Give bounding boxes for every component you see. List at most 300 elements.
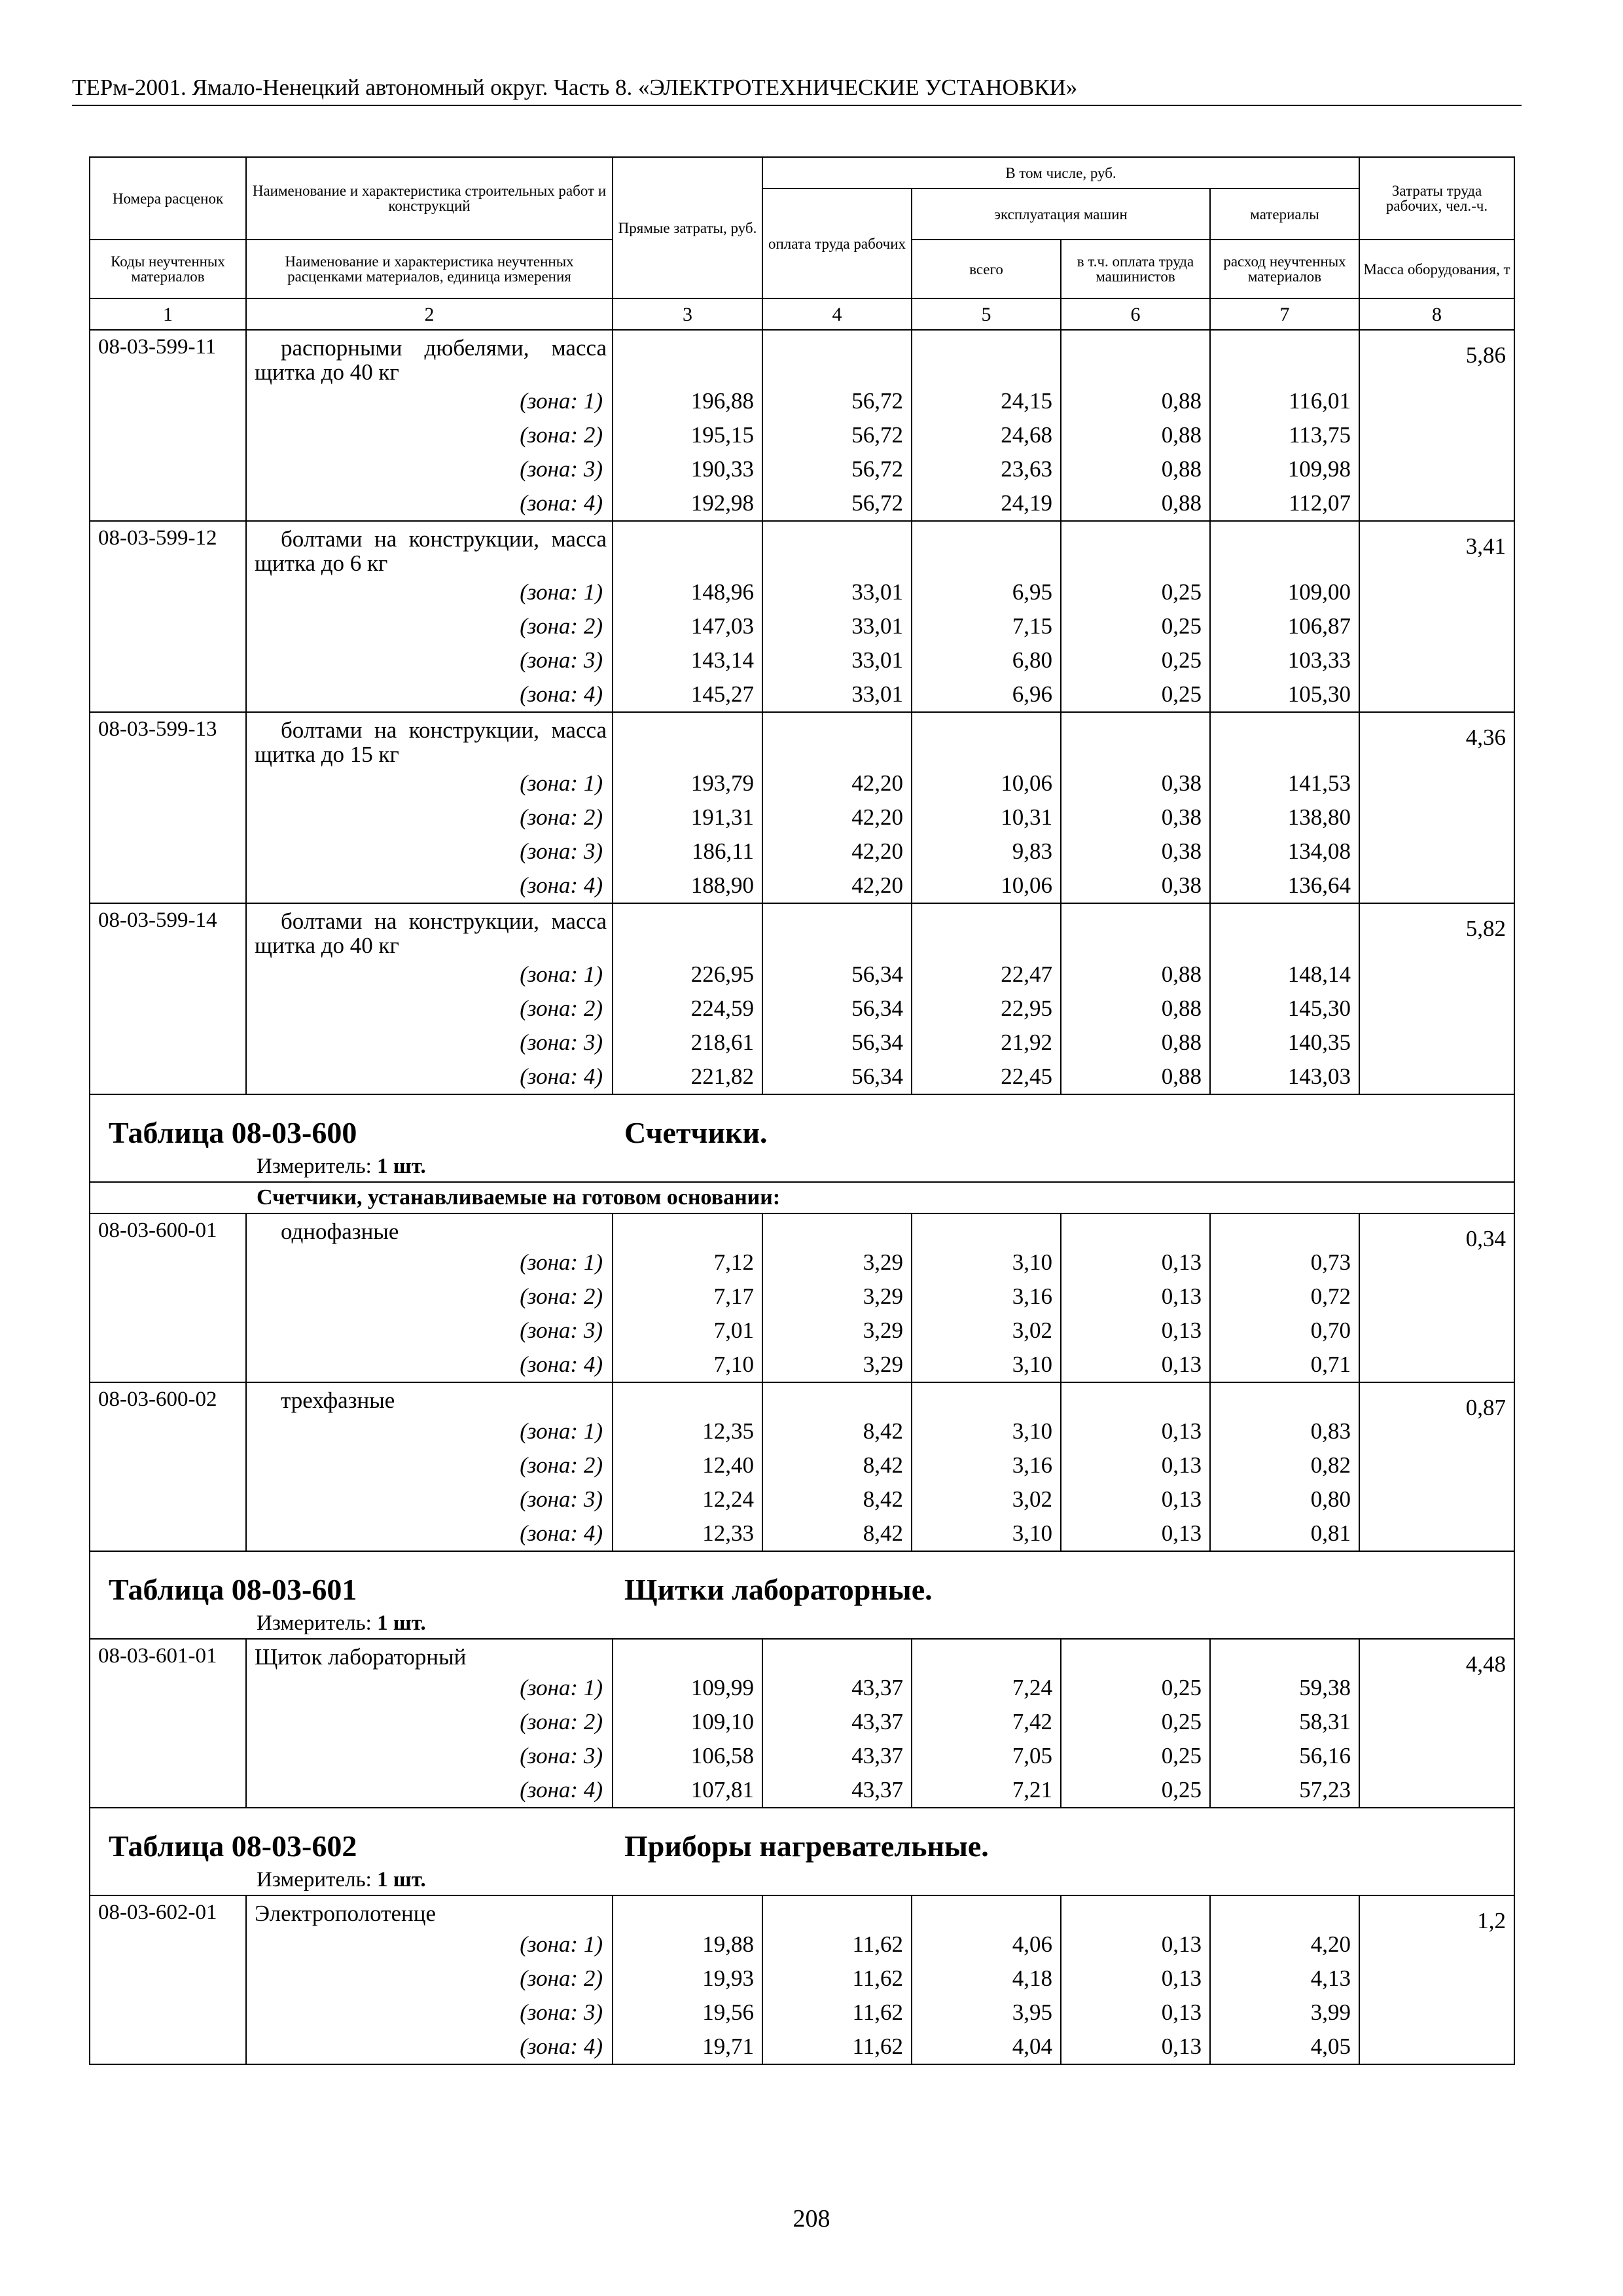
zone-label: (зона: 4) [520,681,603,707]
operator-pay: 0,25 [1161,1709,1202,1734]
table-row [90,521,1514,712]
labor-pay-cell [762,330,912,521]
operator-pay: 0,13 [1161,2034,1202,2059]
zone-label: (зона: 2) [520,1709,603,1734]
material-costs-cell [1210,1639,1359,1808]
labor-pay-cell [762,903,912,1094]
labor-pay: 43,37 [851,1777,903,1803]
zone-label: (зона: 1) [520,961,603,987]
col-material-codes: Коды неучтенных материалов [90,240,246,298]
col-direct-costs: Прямые затраты, руб. [613,157,762,298]
col-number: 2 [246,298,613,330]
measure-unit [90,1153,1514,1181]
direct-costs-cell [613,1639,762,1808]
material-costs: 112,07 [1289,490,1351,516]
direct-costs: 148,96 [690,579,754,605]
direct-costs: 145,27 [690,681,754,707]
table-row [90,330,1514,521]
machine-costs: 6,80 [1012,647,1052,673]
material-costs: 0,81 [1310,1520,1351,1546]
rate-code: 08-03-600-01 [90,1213,246,1382]
machine-costs-cell [912,521,1061,712]
operator-pay: 0,38 [1161,770,1202,796]
direct-costs: 12,40 [702,1452,754,1478]
col-number: 4 [762,298,912,330]
rate-code: 08-03-599-14 [90,903,246,1094]
labor-pay: 42,20 [851,872,903,898]
material-costs-cell [1210,330,1359,521]
col-number: 8 [1359,298,1514,330]
zone-label: (зона: 4) [520,1352,603,1377]
labor-pay: 56,34 [851,1030,903,1055]
material-costs: 106,87 [1287,613,1351,639]
machine-costs: 7,05 [1012,1743,1052,1768]
labor-pay: 43,37 [851,1743,903,1768]
page-header: ТЕРм-2001. Ямало-Ненецкий автономный округ. Часть 8. «ЭЛЕКТРОТЕХНИЧЕСКИЕ УСТАНОВКИ» [72,73,1522,106]
col-number: 6 [1061,298,1210,330]
zone-label: (зона: 1) [520,579,603,605]
direct-costs: 186,11 [692,838,754,864]
operator-pay: 0,25 [1161,1675,1202,1700]
operator-pay: 0,13 [1161,2000,1202,2025]
labor-pay: 33,01 [851,613,903,639]
machine-costs: 7,24 [1012,1675,1052,1700]
labor-pay: 56,72 [851,456,903,482]
operator-pay-cell [1061,712,1210,903]
equipment-mass: 0,34 [1359,1213,1514,1382]
machine-costs: 10,06 [1001,872,1052,898]
machine-costs: 21,92 [1001,1030,1052,1055]
material-costs: 58,31 [1299,1709,1351,1734]
labor-pay: 11,62 [852,2034,903,2059]
material-costs: 145,30 [1287,996,1351,1021]
material-costs-cell [1210,1382,1359,1551]
machine-costs: 6,96 [1012,681,1052,707]
labor-pay: 56,34 [851,996,903,1021]
machine-costs: 7,21 [1012,1777,1052,1803]
zone-label: (зона: 4) [520,2034,603,2059]
machine-costs: 4,04 [1012,2034,1052,2059]
table-code: Таблица 08-03-601 [109,1573,357,1606]
table-code: Таблица 08-03-602 [109,1829,357,1863]
table-code: Таблица 08-03-600 [109,1116,357,1149]
material-costs: 4,05 [1310,2034,1351,2059]
machine-costs: 22,45 [1001,1064,1052,1089]
direct-costs: 12,24 [702,1486,754,1512]
table-name: Щитки лабораторные. [624,1573,933,1606]
zone-label: (зона: 2) [520,1965,603,1991]
zone-label: (зона: 2) [520,804,603,830]
material-costs-cell [1210,1895,1359,2064]
operator-pay-cell [1061,521,1210,712]
work-name: Электрополотенце [255,1901,437,1926]
operator-pay-cell [1061,1382,1210,1551]
zone-label: (зона: 3) [520,2000,603,2025]
col-including: В том числе, руб. [762,157,1359,188]
work-name: Щиток лабораторный [255,1644,467,1670]
table-row [90,903,1514,1094]
operator-pay: 0,13 [1161,1249,1202,1275]
labor-pay: 8,42 [863,1520,903,1546]
direct-costs: 19,71 [702,2034,754,2059]
work-description [246,1895,613,2064]
labor-pay: 8,42 [863,1486,903,1512]
machine-costs: 3,95 [1012,2000,1052,2025]
direct-costs: 221,82 [690,1064,754,1089]
machine-costs: 3,10 [1012,1418,1052,1444]
direct-costs: 218,61 [690,1030,754,1055]
labor-pay-cell [762,1639,912,1808]
material-costs: 109,98 [1287,456,1351,482]
work-description [246,903,613,1094]
material-costs: 0,83 [1310,1418,1351,1444]
equipment-mass: 5,86 [1359,330,1514,521]
direct-costs-cell [613,330,762,521]
equipment-mass: 4,48 [1359,1639,1514,1808]
rate-code: 08-03-599-12 [90,521,246,712]
zone-label: (зона: 2) [520,422,603,448]
labor-pay: 56,34 [851,961,903,987]
zone-label: (зона: 3) [520,1743,603,1768]
measure-unit [90,1866,1514,1895]
machine-costs: 3,16 [1012,1283,1052,1309]
table-row [90,1382,1514,1551]
zone-label: (зона: 3) [520,1318,603,1343]
direct-costs: 107,81 [690,1777,754,1803]
labor-pay-cell [762,521,912,712]
table-section-header [90,1551,1514,1639]
direct-costs: 19,88 [702,1931,754,1957]
labor-pay: 43,37 [851,1709,903,1734]
material-costs: 105,30 [1287,681,1351,707]
machine-costs: 10,06 [1001,770,1052,796]
labor-pay: 42,20 [851,838,903,864]
machine-costs: 4,06 [1012,1931,1052,1957]
equipment-mass: 5,82 [1359,903,1514,1094]
operator-pay: 0,13 [1161,1318,1202,1343]
operator-pay: 0,13 [1161,1452,1202,1478]
machine-costs: 3,10 [1012,1249,1052,1275]
measure-label: Измеритель: [257,1155,372,1178]
labor-pay: 3,29 [863,1352,903,1377]
zone-label: (зона: 3) [520,647,603,673]
direct-costs: 7,17 [713,1283,754,1309]
zone-label: (зона: 3) [520,838,603,864]
direct-costs: 12,35 [702,1418,754,1444]
machine-costs-cell [912,1895,1061,2064]
machine-costs-cell [912,1382,1061,1551]
machine-costs: 24,15 [1001,388,1052,414]
zone-label: (зона: 1) [520,388,603,414]
machine-costs: 22,95 [1001,996,1052,1021]
col-rate-number: Номера расценок [90,157,246,240]
labor-pay: 3,29 [863,1249,903,1275]
operator-pay: 0,88 [1161,422,1202,448]
work-name: болтами на конструкции, масса щитка до 40 кг [255,908,607,958]
labor-pay: 11,62 [852,2000,903,2025]
operator-pay: 0,88 [1161,1030,1202,1055]
zone-label: (зона: 4) [520,1520,603,1546]
zone-label: (зона: 2) [520,1283,603,1309]
table-caption [90,1094,1514,1182]
material-costs: 4,20 [1310,1931,1351,1957]
zone-label: (зона: 1) [520,1675,603,1700]
direct-costs: 196,88 [690,388,754,414]
direct-costs: 192,98 [690,490,754,516]
direct-costs: 188,90 [690,872,754,898]
machine-costs: 7,15 [1012,613,1052,639]
direct-costs: 190,33 [690,456,754,482]
machine-costs-cell [912,712,1061,903]
table-row [90,1895,1514,2064]
zone-label: (зона: 2) [520,613,603,639]
measure-label: Измеритель: [257,1868,372,1892]
direct-costs-cell [613,712,762,903]
labor-pay: 33,01 [851,647,903,673]
table-section-header [90,1808,1514,1895]
machine-costs: 9,83 [1012,838,1052,864]
direct-costs: 12,33 [702,1520,754,1546]
operator-pay: 0,13 [1161,1418,1202,1444]
material-costs: 0,72 [1310,1283,1351,1309]
operator-pay: 0,38 [1161,804,1202,830]
labor-pay: 3,29 [863,1283,903,1309]
machine-costs: 22,47 [1001,961,1052,987]
machine-costs-cell [912,330,1061,521]
zone-label: (зона: 1) [520,1931,603,1957]
machine-costs-cell [912,1639,1061,1808]
zone-label: (зона: 3) [520,1486,603,1512]
material-costs: 0,80 [1310,1486,1351,1512]
table-section-header [90,1094,1514,1182]
table-caption [90,1551,1514,1639]
table-title [90,1095,1514,1153]
work-description [246,1382,613,1551]
operator-pay: 0,88 [1161,996,1202,1021]
zone-label: (зона: 3) [520,456,603,482]
measure-value: 1 шт. [377,1611,426,1635]
material-costs: 140,35 [1287,1030,1351,1055]
machine-costs: 3,10 [1012,1352,1052,1377]
work-description [246,330,613,521]
direct-costs: 191,31 [690,804,754,830]
machine-costs: 3,16 [1012,1452,1052,1478]
material-costs: 116,01 [1289,388,1351,414]
labor-pay: 56,34 [851,1064,903,1089]
col-equipment-mass: Масса оборудования, т [1359,240,1514,298]
labor-pay: 33,01 [851,681,903,707]
measure-label: Измеритель: [257,1611,372,1635]
zone-label: (зона: 4) [520,1777,603,1803]
machine-costs-cell [912,1213,1061,1382]
material-costs: 0,71 [1310,1352,1351,1377]
direct-costs: 195,15 [690,422,754,448]
table-row [90,1213,1514,1382]
col-material-name: Наименование и характеристика неучтенных расценками материалов, единица измерения [246,240,613,298]
material-costs: 134,08 [1287,838,1351,864]
labor-pay: 8,42 [863,1418,903,1444]
material-costs: 4,13 [1310,1965,1351,1991]
operator-pay: 0,38 [1161,838,1202,864]
work-description [246,521,613,712]
col-number: 7 [1210,298,1359,330]
price-table [89,156,1515,2065]
direct-costs-cell [613,1213,762,1382]
table-name: Приборы нагревательные. [624,1829,989,1863]
zone-label: (зона: 2) [520,996,603,1021]
equipment-mass: 1,2 [1359,1895,1514,2064]
material-costs: 3,99 [1310,2000,1351,2025]
table-name: Счетчики. [624,1116,768,1149]
operator-pay-cell [1061,903,1210,1094]
operator-pay: 0,88 [1161,961,1202,987]
labor-pay: 11,62 [852,1965,903,1991]
labor-pay-cell [762,1895,912,2064]
direct-costs: 147,03 [690,613,754,639]
operator-pay-cell [1061,330,1210,521]
machine-costs: 6,95 [1012,579,1052,605]
material-costs-cell [1210,521,1359,712]
labor-pay: 3,29 [863,1318,903,1343]
direct-costs: 106,58 [690,1743,754,1768]
col-number: 5 [912,298,1061,330]
material-costs: 136,64 [1287,872,1351,898]
direct-costs: 7,10 [713,1352,754,1377]
page-number: 208 [793,2205,830,2233]
operator-pay: 0,13 [1161,1965,1202,1991]
material-costs-cell [1210,712,1359,903]
direct-costs: 7,01 [713,1318,754,1343]
operator-pay: 0,38 [1161,872,1202,898]
operator-pay-cell [1061,1895,1210,2064]
rate-code: 08-03-599-13 [90,712,246,903]
material-costs: 143,03 [1287,1064,1351,1089]
operator-pay: 0,13 [1161,1486,1202,1512]
material-costs: 0,73 [1310,1249,1351,1275]
work-name: распорными дюбелями, масса щитка до 40 кг [255,335,607,385]
machine-costs: 3,02 [1012,1318,1052,1343]
operator-pay: 0,25 [1161,1743,1202,1768]
labor-pay: 43,37 [851,1675,903,1700]
subheading-row [90,1182,1514,1213]
work-description [246,712,613,903]
operator-pay: 0,25 [1161,613,1202,639]
rate-code: 08-03-602-01 [90,1895,246,2064]
operator-pay: 0,13 [1161,1352,1202,1377]
labor-pay: 56,72 [851,388,903,414]
machine-costs: 3,02 [1012,1486,1052,1512]
zone-label: (зона: 3) [520,1030,603,1055]
direct-costs: 109,99 [690,1675,754,1700]
col-machines-operators: в т.ч. оплата труда машинистов [1061,240,1210,298]
direct-costs: 19,93 [702,1965,754,1991]
work-description [246,1639,613,1808]
subheading: Счетчики, устанавливаемые на готовом основании: [90,1182,1514,1213]
table-body [90,330,1514,2064]
equipment-mass: 3,41 [1359,521,1514,712]
labor-pay-cell [762,1382,912,1551]
material-costs: 56,16 [1299,1743,1351,1768]
zone-label: (зона: 1) [520,1249,603,1275]
work-name: болтами на конструкции, масса щитка до 6 кг [255,526,607,576]
material-costs: 0,82 [1310,1452,1351,1478]
direct-costs-cell [613,1895,762,2064]
direct-costs: 143,14 [690,647,754,673]
direct-costs-cell [613,1382,762,1551]
machine-costs: 23,63 [1001,456,1052,482]
material-costs: 57,23 [1299,1777,1351,1803]
table-caption [90,1808,1514,1895]
operator-pay: 0,25 [1161,579,1202,605]
machine-costs: 24,19 [1001,490,1052,516]
direct-costs: 193,79 [690,770,754,796]
labor-pay-cell [762,712,912,903]
col-work-name: Наименование и характеристика строительных работ и конструкций [246,157,613,240]
operator-pay: 0,13 [1161,1283,1202,1309]
table-title [90,1552,1514,1609]
machine-costs-cell [912,903,1061,1094]
operator-pay-cell [1061,1639,1210,1808]
measure-value: 1 шт. [377,1868,426,1892]
col-number: 1 [90,298,246,330]
direct-costs: 226,95 [690,961,754,987]
zone-label: (зона: 4) [520,490,603,516]
machine-costs: 10,31 [1001,804,1052,830]
col-machines: эксплуатация машин [912,188,1210,240]
machine-costs: 4,18 [1012,1965,1052,1991]
table-row [90,1639,1514,1808]
zone-label: (зона: 4) [520,872,603,898]
operator-pay: 0,25 [1161,647,1202,673]
work-name: однофазные [281,1219,399,1244]
labor-pay: 11,62 [852,1931,903,1957]
material-costs: 141,53 [1287,770,1351,796]
labor-pay-cell [762,1213,912,1382]
direct-costs-cell [613,903,762,1094]
direct-costs: 109,10 [690,1709,754,1734]
col-materials-unaccounted: расход неучтенных материалов [1210,240,1359,298]
operator-pay-cell [1061,1213,1210,1382]
col-labor-pay: оплата труда рабочих [762,188,912,298]
col-materials: материалы [1210,188,1359,240]
equipment-mass: 0,87 [1359,1382,1514,1551]
direct-costs-cell [613,521,762,712]
material-costs: 103,33 [1287,647,1351,673]
zone-label: (зона: 1) [520,1418,603,1444]
zone-label: (зона: 1) [520,770,603,796]
equipment-mass: 4,36 [1359,712,1514,903]
material-costs: 59,38 [1299,1675,1351,1700]
material-costs: 113,75 [1289,422,1351,448]
rate-code: 08-03-599-11 [90,330,246,521]
direct-costs: 19,56 [702,2000,754,2025]
machine-costs: 24,68 [1001,422,1052,448]
material-costs: 148,14 [1287,961,1351,987]
material-costs-cell [1210,1213,1359,1382]
operator-pay: 0,13 [1161,1520,1202,1546]
col-machines-total: всего [912,240,1061,298]
operator-pay: 0,88 [1161,388,1202,414]
material-costs-cell [1210,903,1359,1094]
rate-code: 08-03-600-02 [90,1382,246,1551]
machine-costs: 7,42 [1012,1709,1052,1734]
work-name: болтами на конструкции, масса щитка до 15 кг [255,717,607,767]
table-title [90,1808,1514,1866]
operator-pay: 0,88 [1161,1064,1202,1089]
zone-label: (зона: 4) [520,1064,603,1089]
operator-pay: 0,13 [1161,1931,1202,1957]
operator-pay: 0,25 [1161,681,1202,707]
